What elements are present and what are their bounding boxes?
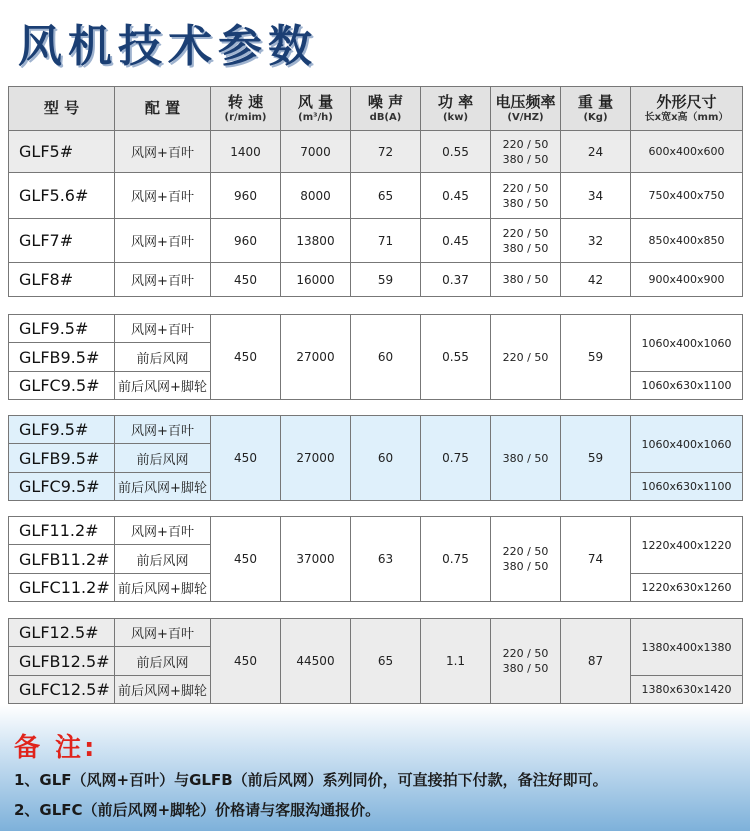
voltage-value: 380 / 50 (502, 560, 549, 573)
model-cell: GLF9.5# (9, 315, 115, 343)
speed-cell: 450 (211, 517, 281, 602)
airflow-cell: 37000 (281, 517, 351, 602)
voltage-cell (491, 219, 561, 263)
voltage-value: 380 / 50 (502, 196, 549, 210)
spec-table (8, 415, 743, 501)
speed-cell: 960 (211, 219, 281, 263)
speed-cell: 1400 (211, 131, 281, 173)
table-row (9, 517, 743, 545)
column-header (421, 87, 491, 131)
speed-cell: 450 (211, 263, 281, 297)
noise-cell: 60 (351, 416, 421, 501)
airflow-cell: 27000 (281, 416, 351, 501)
notes-title: 备 注: (14, 733, 98, 763)
model-cell: GLF5.6# (9, 173, 115, 219)
column-header (211, 87, 281, 131)
voltage-cell (491, 263, 561, 297)
note-item: 1、GLF（风网+百叶）与GLFB（前后风网）系列同价，可直接拍下付款，备注好即可。 (14, 771, 608, 789)
column-header-label: 型 号 (43, 99, 80, 117)
weight-cell: 59 (561, 416, 631, 501)
speed-cell: 450 (211, 416, 281, 501)
column-header-unit: dB(A) (369, 111, 402, 123)
column-header (631, 87, 743, 131)
model-cell: GLFB12.5# (9, 647, 115, 676)
column-header-label: 外形尺寸 (656, 92, 717, 111)
voltage-value: 220 / 50 (502, 137, 549, 151)
config-cell: 风网+百叶 (115, 131, 211, 173)
column-header-label: 配 置 (144, 99, 181, 117)
note-item: 2、GLFC（前后风网+脚轮）价格请与客服沟通报价。 (14, 801, 381, 819)
model-cell: GLFC12.5# (9, 676, 115, 704)
size-cell: 1060x630x1100 (631, 372, 743, 400)
voltage-cell (491, 619, 561, 704)
voltage-value: 220 / 50 (502, 226, 549, 240)
column-header-unit: (r/mim) (224, 111, 267, 123)
model-cell: GLFB9.5# (9, 444, 115, 473)
size-cell: 1220x630x1260 (631, 574, 743, 602)
power-cell: 0.55 (421, 131, 491, 173)
config-cell: 前后风网+脚轮 (115, 372, 211, 400)
size-cell: 600x400x600 (631, 131, 743, 173)
spec-table (8, 618, 743, 704)
airflow-cell: 13800 (281, 219, 351, 263)
airflow-cell: 27000 (281, 315, 351, 400)
column-header-unit: (kw) (442, 111, 469, 123)
config-cell: 前后风网 (115, 545, 211, 574)
column-header-unit: (V/HZ) (507, 111, 544, 123)
speed-cell: 450 (211, 619, 281, 704)
size-cell: 1220x400x1220 (631, 517, 743, 574)
noise-cell: 71 (351, 219, 421, 263)
speed-cell: 450 (211, 315, 281, 400)
column-header-label: 重 量 (577, 92, 614, 111)
config-cell: 风网+百叶 (115, 173, 211, 219)
model-cell: GLF5# (9, 131, 115, 173)
column-header-label: 转 速 (227, 92, 264, 111)
config-cell: 前后风网+脚轮 (115, 676, 211, 704)
spec-table (8, 86, 743, 297)
airflow-cell: 7000 (281, 131, 351, 173)
model-cell: GLFB9.5# (9, 343, 115, 372)
power-cell: 0.75 (421, 416, 491, 501)
noise-cell: 63 (351, 517, 421, 602)
weight-cell: 34 (561, 173, 631, 219)
size-cell: 1060x400x1060 (631, 416, 743, 473)
size-cell: 750x400x750 (631, 173, 743, 219)
config-cell: 风网+百叶 (115, 263, 211, 297)
config-cell: 风网+百叶 (115, 619, 211, 647)
weight-cell: 32 (561, 219, 631, 263)
noise-cell: 65 (351, 619, 421, 704)
voltage-value: 220 / 50 (502, 545, 549, 558)
column-header (9, 87, 115, 131)
voltage-value: 380 / 50 (502, 451, 549, 465)
voltage-cell (491, 315, 561, 400)
power-cell: 0.37 (421, 263, 491, 297)
column-header-unit: (Kg) (583, 111, 608, 123)
column-header-label: 电压频率 (495, 92, 556, 111)
power-cell: 0.45 (421, 219, 491, 263)
config-cell: 风网+百叶 (115, 517, 211, 545)
voltage-value: 380 / 50 (502, 241, 549, 255)
notes-section (0, 705, 750, 831)
column-header-label: 风 量 (297, 92, 334, 111)
column-header-unit: 长x宽x高（mm） (644, 111, 729, 123)
model-cell: GLF8# (9, 263, 115, 297)
column-header-unit: (m³/h) (298, 111, 333, 123)
voltage-value: 220 / 50 (502, 181, 549, 195)
config-cell: 风网+百叶 (115, 416, 211, 444)
voltage-cell (491, 517, 561, 602)
weight-cell: 59 (561, 315, 631, 400)
page-title: 风机技术参数 (18, 21, 318, 72)
power-cell: 0.75 (421, 517, 491, 602)
airflow-cell: 8000 (281, 173, 351, 219)
column-header-label: 噪 声 (367, 92, 404, 111)
table-row (9, 131, 743, 173)
voltage-value: 380 / 50 (502, 662, 549, 675)
power-cell: 0.45 (421, 173, 491, 219)
spec-table (8, 314, 743, 400)
voltage-value: 220 / 50 (502, 647, 549, 660)
voltage-cell (491, 173, 561, 219)
table-row (9, 315, 743, 343)
power-cell: 0.55 (421, 315, 491, 400)
voltage-value: 220 / 50 (502, 350, 549, 364)
airflow-cell: 44500 (281, 619, 351, 704)
table-row (9, 219, 743, 263)
size-cell: 1060x400x1060 (631, 315, 743, 372)
weight-cell: 24 (561, 131, 631, 173)
voltage-value: 380 / 50 (502, 152, 549, 166)
airflow-cell: 16000 (281, 263, 351, 297)
model-cell: GLFC9.5# (9, 372, 115, 400)
table-row (9, 619, 743, 647)
spec-table (8, 516, 743, 602)
column-header (351, 87, 421, 131)
power-cell: 1.1 (421, 619, 491, 704)
voltage-value: 380 / 50 (502, 273, 549, 286)
column-header (491, 87, 561, 131)
table-row (9, 416, 743, 444)
config-cell: 风网+百叶 (115, 315, 211, 343)
size-cell: 1060x630x1100 (631, 473, 743, 501)
config-cell: 前后风网+脚轮 (115, 473, 211, 501)
config-cell: 风网+百叶 (115, 219, 211, 263)
config-cell: 前后风网+脚轮 (115, 574, 211, 602)
column-header (561, 87, 631, 131)
noise-cell: 72 (351, 131, 421, 173)
column-header-label: 功 率 (437, 92, 474, 111)
speed-cell: 960 (211, 173, 281, 219)
weight-cell: 87 (561, 619, 631, 704)
size-cell: 1380x630x1420 (631, 676, 743, 704)
model-cell: GLF7# (9, 219, 115, 263)
model-cell: GLFB11.2# (9, 545, 115, 574)
noise-cell: 59 (351, 263, 421, 297)
table-row (9, 263, 743, 297)
column-header (281, 87, 351, 131)
model-cell: GLF12.5# (9, 619, 115, 647)
header-row (9, 87, 743, 131)
config-cell: 前后风网 (115, 444, 211, 473)
size-cell: 1380x400x1380 (631, 619, 743, 676)
size-cell: 900x400x900 (631, 263, 743, 297)
weight-cell: 42 (561, 263, 631, 297)
weight-cell: 74 (561, 517, 631, 602)
model-cell: GLF11.2# (9, 517, 115, 545)
column-header (115, 87, 211, 131)
noise-cell: 60 (351, 315, 421, 400)
voltage-cell (491, 131, 561, 173)
config-cell: 前后风网 (115, 647, 211, 676)
model-cell: GLFC9.5# (9, 473, 115, 501)
config-cell: 前后风网 (115, 343, 211, 372)
table-row (9, 173, 743, 219)
size-cell: 850x400x850 (631, 219, 743, 263)
model-cell: GLFC11.2# (9, 574, 115, 602)
noise-cell: 65 (351, 173, 421, 219)
model-cell: GLF9.5# (9, 416, 115, 444)
voltage-cell (491, 416, 561, 501)
